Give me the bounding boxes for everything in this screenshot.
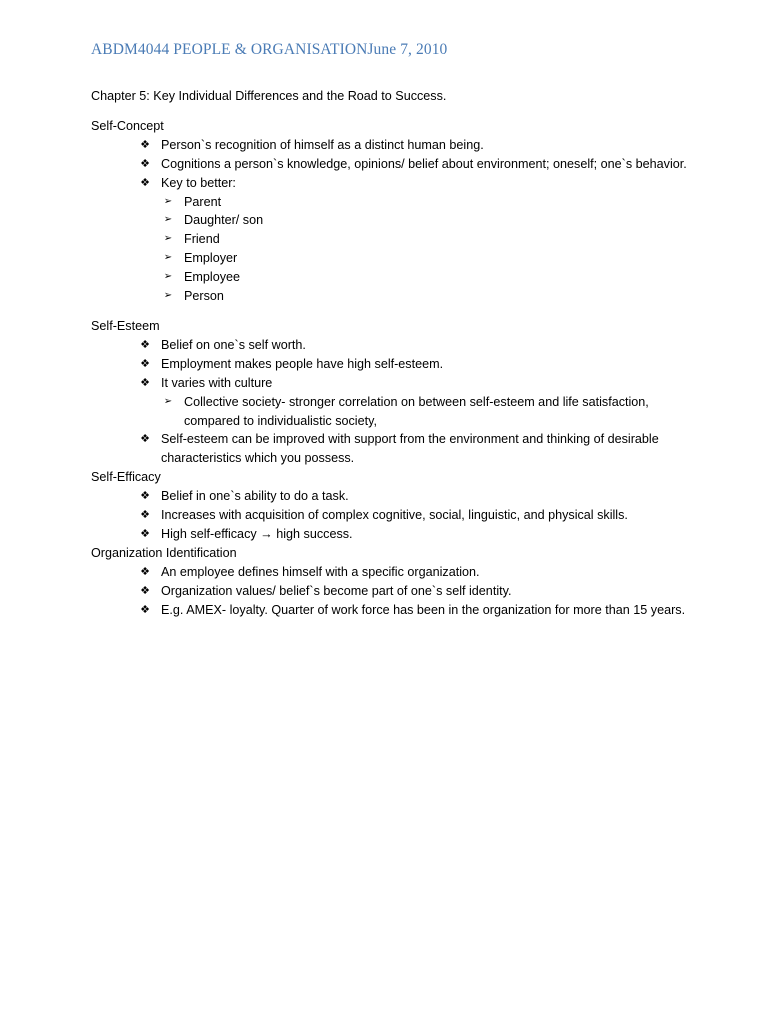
list-item-text: Organization values/ belief`s become part of one`s self identity. [161, 583, 512, 598]
sub-list-item-text: Collective society- stronger correlation on between self-esteem and life satisfaction, compared to individualistic society, [184, 394, 649, 428]
sub-list-item-text: Employee [184, 270, 241, 285]
arrow-bullet-icon: ➢ [163, 252, 173, 264]
list-item [138, 155, 691, 174]
list-item [138, 525, 691, 544]
sub-list-item-text: Employer [184, 251, 238, 266]
diamond-bullet-icon: ❖ [140, 138, 150, 151]
arrow-bullet-icon: ➢ [163, 290, 173, 302]
sub-list-item [161, 249, 691, 268]
sub-list-item [161, 268, 691, 287]
diamond-bullet-icon: ❖ [140, 433, 150, 446]
sub-list-item-text: Person [184, 289, 224, 304]
list-item [138, 374, 691, 431]
list-item [138, 336, 691, 355]
list-item-text: E.g. AMEX- loyalty. Quarter of work force has been in the organization for more than 15 years. [161, 602, 686, 617]
section-title: Self-Esteem [91, 318, 160, 333]
diamond-bullet-icon: ❖ [140, 376, 150, 389]
list-item-text: Cognitions a person`s knowledge, opinions/ belief about environment; oneself; one`s behavior. [161, 156, 687, 171]
sub-list-item-text: Friend [184, 232, 220, 247]
sub-list-item-text: Parent [184, 194, 222, 209]
list-item-text: Key to better: [161, 175, 236, 190]
list-item [138, 174, 691, 306]
diamond-bullet-icon: ❖ [140, 157, 150, 170]
sub-list-item [161, 393, 691, 431]
list-item [138, 601, 691, 620]
diamond-bullet-icon: ❖ [140, 176, 150, 189]
list-item-text: Self-esteem can be improved with support from the environment and thinking of desirable characteristics which you possess. [161, 432, 659, 466]
section-title: Organization Identification [91, 545, 237, 560]
diamond-bullet-icon: ❖ [140, 490, 150, 503]
list-item [138, 430, 691, 468]
section-self-esteem [91, 317, 691, 468]
sub-bullet-list [161, 193, 691, 306]
page-header: ABDM4044 PEOPLE & ORGANISATIONJune 7, 2010 [91, 41, 448, 58]
bullet-list [91, 136, 691, 306]
sub-list-item [161, 287, 691, 306]
section-organization-identification [91, 544, 691, 620]
arrow-bullet-icon: ➢ [163, 395, 173, 407]
sub-list-item-text: Daughter/ son [184, 213, 264, 228]
diamond-bullet-icon: ❖ [140, 527, 150, 540]
list-item-text: Belief on one`s self worth. [161, 337, 306, 352]
sub-list-item [161, 193, 691, 212]
document-body [91, 87, 691, 619]
bullet-list [91, 336, 691, 468]
list-item-text: Increases with acquisition of complex cognitive, social, linguistic, and physical skills. [161, 508, 628, 523]
list-item [138, 582, 691, 601]
diamond-bullet-icon: ❖ [140, 357, 150, 370]
list-item-text: Person`s recognition of himself as a distinct human being. [161, 137, 484, 152]
list-item-text: It varies with culture [161, 375, 273, 390]
list-item-text: An employee defines himself with a specific organization. [161, 564, 480, 579]
sub-bullet-list [161, 393, 691, 431]
bullet-list [91, 563, 691, 620]
section-title: Self-Efficacy [91, 470, 161, 485]
section-self-efficacy [91, 468, 691, 544]
sub-list-item [161, 211, 691, 230]
sub-list-item [161, 230, 691, 249]
diamond-bullet-icon: ❖ [140, 565, 150, 578]
list-item [138, 506, 691, 525]
arrow-bullet-icon: ➢ [163, 195, 173, 207]
bullet-list [91, 487, 691, 544]
list-item [138, 487, 691, 506]
list-item [138, 355, 691, 374]
section-self-concept [91, 117, 691, 306]
list-item [138, 563, 691, 582]
diamond-bullet-icon: ❖ [140, 338, 150, 351]
diamond-bullet-icon: ❖ [140, 509, 150, 522]
arrow-bullet-icon: ➢ [163, 233, 173, 245]
list-item [138, 136, 691, 155]
list-item-text: Belief in one`s ability to do a task. [161, 489, 349, 504]
diamond-bullet-icon: ❖ [140, 584, 150, 597]
list-item-text: High self-efficacy → high success. [161, 526, 353, 541]
diamond-bullet-icon: ❖ [140, 603, 150, 616]
arrow-bullet-icon: ➢ [163, 214, 173, 226]
arrow-bullet-icon: ➢ [163, 271, 173, 283]
list-item-text: Employment makes people have high self-esteem. [161, 356, 444, 371]
chapter-title: Chapter 5: Key Individual Differences and the Road to Success. [91, 89, 447, 103]
section-title: Self-Concept [91, 118, 164, 133]
